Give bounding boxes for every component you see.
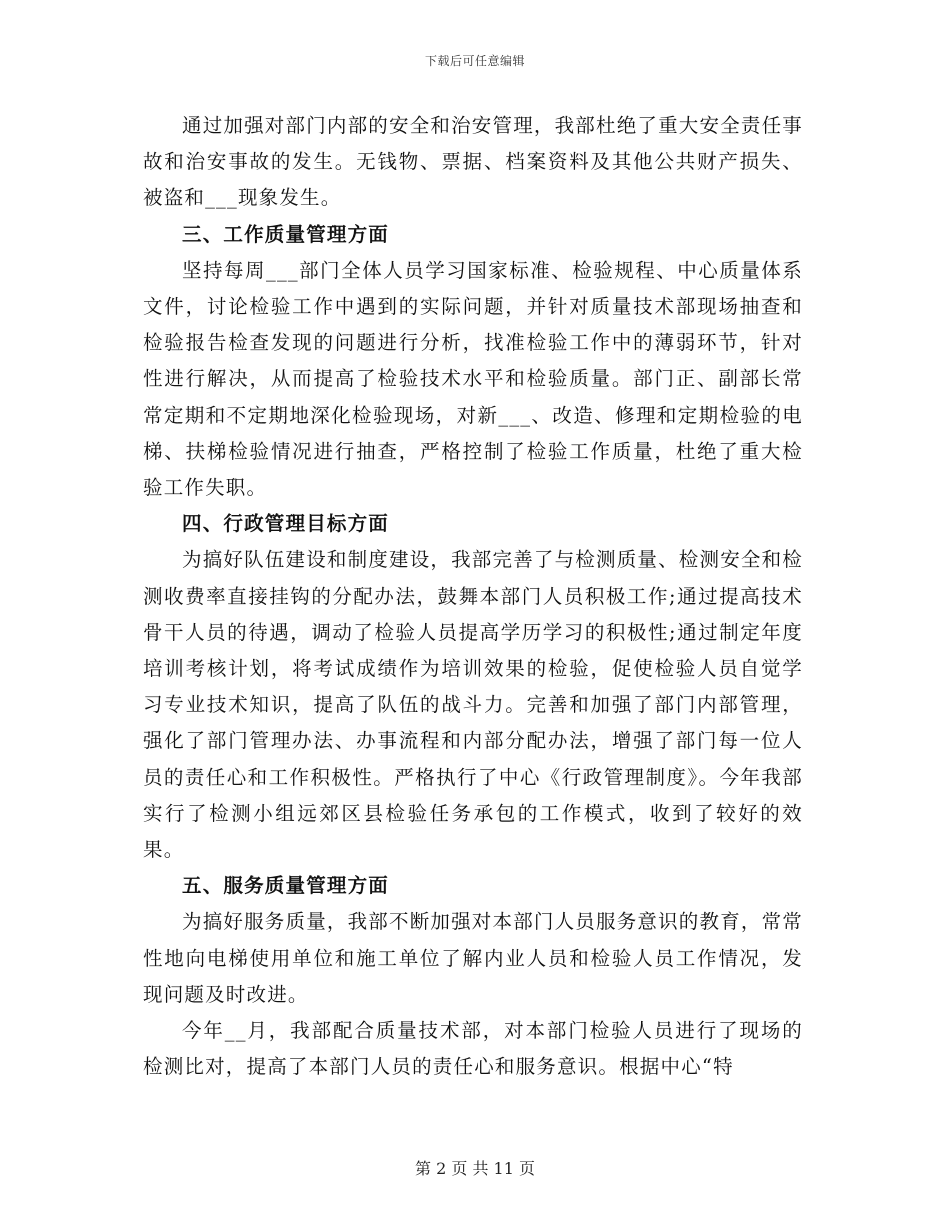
paragraph-service-quality: 为搞好服务质量，我部不断加强对本部门人员服务意识的教育，常常性地向电梯使用单位和施工单位了解内业人员和检验人员工作情况，发现问题及时改进。 [143,910,804,1006]
section-heading-service-quality: 五、服务质量管理方面 [182,874,390,898]
paragraph-comparison: 今年__月，我部配合质量技术部，对本部门检验人员进行了现场的检测比对，提高了本部门人员的责任心和服务意识。根据中心“特 [143,1019,803,1079]
paragraph-administration: 为搞好队伍建设和制度建设，我部完善了与检测质量、检测安全和检测收费率直接挂钩的分配办法，鼓舞本部门人员积极工作;通过提高技术骨干人员的待遇，调动了检验人员提高学历学习的积极性;通过制定年度培训考核计划，将考试成绩作为培训效果的检验，促使检验人员自觉学习专业技术知识，提高了队伍的战斗力。完善和加强了部门内部管理，强化了部门管理办法、办事流程和内部分配办法，增强了部门每一位人员的责任心和工作积极性。严格执行了中心《行政管理制度》。今年我部实行了检测小组远郊区县检验任务承包的工作模式，收到了较好的效果。 [143,548,804,862]
page-header: 下载后可任意编辑 [424,54,525,68]
section-heading-administration: 四、行政管理目标方面 [182,512,390,536]
paragraph-security: 通过加强对部门内部的安全和治安管理，我部杜绝了重大安全责任事故和治安事故的发生。无钱物、票据、档案资料及其他公共财产损失、被盗和___现象发生。 [143,114,804,210]
page-footer: 第 2 页 共 11 页 [415,1159,535,1178]
paragraph-work-quality: 坚持每周___部门全体人员学习国家标准、检验规程、中心质量体系文件，讨论检验工作中遇到的实际问题，并针对质量技术部现场抽查和检验报告检查发现的问题进行分析，找准检验工作中的薄弱环节，针对性进行解决，从而提高了检验技术水平和检验质量。部门正、副部长常常定期和不定期地深化检验现场，对新___、改造、修理和定期检验的电梯、扶梯检验情况进行抽查，严格控制了检验工作质量，杜绝了重大检验工作失职。 [143,258,803,500]
section-heading-work-quality: 三、工作质量管理方面 [182,222,390,246]
document-body [143,108,803,1085]
